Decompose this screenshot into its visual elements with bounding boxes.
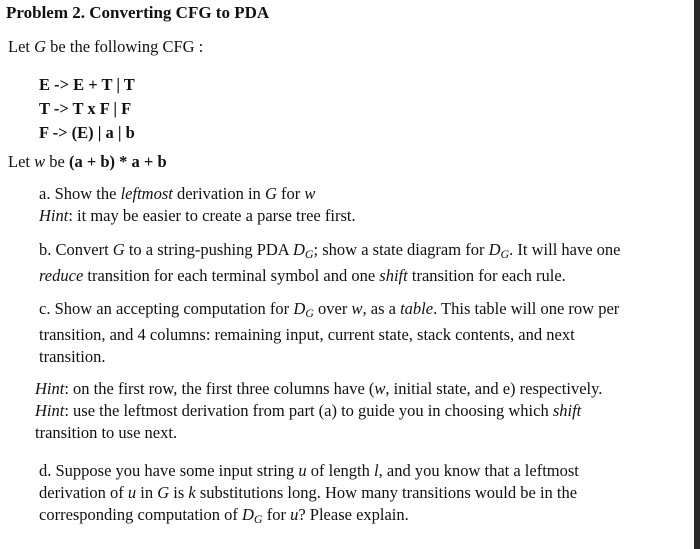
text: , as a: [362, 299, 401, 318]
grammar-rule-e: E -> E + T | T: [39, 75, 135, 94]
text-em: reduce: [39, 266, 84, 285]
text: c. Show an accepting computation for: [39, 299, 294, 318]
text: . This table will one row per: [433, 299, 620, 318]
text: corresponding computation of: [39, 505, 242, 524]
part-d-line-3: [39, 504, 579, 530]
intro-line: [8, 36, 203, 58]
var-g: G: [34, 37, 47, 56]
grammar-rule-t: T -> T x F | F: [39, 99, 132, 118]
var-g: G: [264, 184, 277, 203]
text: , and you know that a leftmost: [378, 461, 579, 480]
var-w: w: [34, 152, 46, 171]
let-text: Let: [8, 152, 35, 171]
subscript-g: G: [305, 306, 314, 320]
text: to a string-pushing PDA: [124, 240, 293, 259]
var-w: w: [351, 299, 363, 318]
part-c-line-1: [39, 298, 619, 324]
text: derivation of: [39, 483, 128, 502]
text: for: [276, 184, 305, 203]
part-d: [39, 460, 579, 530]
hint-label: Hint: [39, 206, 69, 225]
var-u: u: [290, 505, 299, 524]
var-g: G: [112, 240, 125, 259]
text: : it may be easier to create a parse tree first.: [68, 206, 356, 225]
text: , initial state, and e) respectively.: [385, 379, 603, 398]
text: : use the leftmost derivation from part (a) to guide you in choosing which: [64, 401, 553, 420]
let-w-line: [8, 151, 167, 173]
text: transition for each rule.: [407, 266, 566, 285]
text-em: leftmost: [120, 184, 173, 203]
text-em: shift: [379, 266, 408, 285]
text: derivation in: [172, 184, 265, 203]
hint-line-3: transition to use next.: [35, 423, 178, 442]
text: for: [262, 505, 291, 524]
part-b-line-1: [39, 239, 621, 265]
grammar-rule-f: F -> (E) | a | b: [39, 123, 135, 142]
text: transition for each terminal symbol and one: [83, 266, 380, 285]
part-c-line-3: transition.: [39, 347, 106, 366]
be-text: be: [45, 152, 69, 171]
text: is: [169, 483, 189, 502]
hint-line-2: [35, 400, 602, 422]
part-b-line-2: [39, 265, 621, 287]
text: of length: [306, 461, 375, 480]
text: b. Convert: [39, 240, 113, 259]
var-w: w: [304, 184, 316, 203]
intro-text: Let: [8, 37, 35, 56]
subscript-g: G: [253, 512, 263, 526]
part-d-line-1: [39, 460, 579, 482]
text: : on the first row, the first three columns have (: [64, 379, 375, 398]
part-c: [39, 298, 619, 368]
text: over: [313, 299, 352, 318]
w-expression: (a + b) * a + b: [68, 152, 167, 171]
text: a. Show the: [39, 184, 121, 203]
text-em: shift: [552, 401, 582, 420]
hint-label: Hint: [35, 379, 65, 398]
var-k: k: [188, 483, 196, 502]
var-d: D: [488, 240, 501, 259]
right-edge-bar: [694, 0, 700, 549]
var-d: D: [292, 240, 305, 259]
hint-line-1: [35, 378, 602, 400]
text: . It will have one: [509, 240, 621, 259]
text: ; show a state diagram for: [313, 240, 489, 259]
part-d-line-2: [39, 482, 579, 504]
subscript-g: G: [500, 247, 510, 261]
part-a-line-1: [39, 183, 356, 205]
hint-label: Hint: [35, 401, 65, 420]
text: in: [136, 483, 158, 502]
text: ? Please explain.: [298, 505, 409, 524]
var-d: D: [293, 299, 306, 318]
var-g: G: [157, 483, 170, 502]
var-w: w: [374, 379, 386, 398]
var-u: u: [298, 461, 307, 480]
text: d. Suppose you have some input string: [39, 461, 299, 480]
text: substitutions long. How many transitions would be in the: [195, 483, 578, 502]
problem-title: Problem 2. Converting CFG to PDA: [6, 3, 270, 22]
intro-text-end: be the following CFG :: [46, 37, 204, 56]
var-u: u: [127, 483, 137, 502]
part-a-line-2: [39, 205, 356, 227]
var-l: l: [374, 461, 379, 480]
hints: [35, 378, 602, 444]
text-em: table: [400, 299, 434, 318]
grammar-rules: [39, 73, 135, 145]
var-d: D: [242, 505, 254, 524]
part-b: [39, 239, 621, 287]
subscript-g: G: [304, 247, 314, 261]
part-a: [39, 183, 356, 227]
part-c-line-2: transition, and 4 columns: remaining input, current state, stack contents, and next: [39, 325, 575, 344]
